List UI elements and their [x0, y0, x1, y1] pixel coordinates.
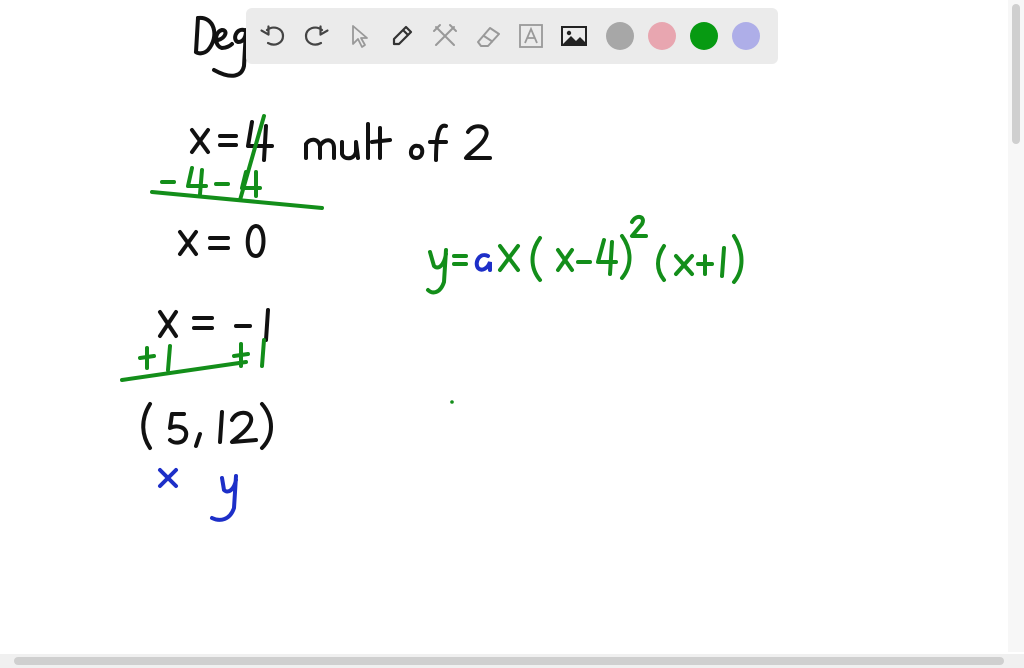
handwriting-title — [196, 18, 246, 76]
tools-icon — [431, 22, 459, 50]
horizontal-scrollbar[interactable] — [0, 654, 1024, 668]
image-icon — [560, 22, 588, 50]
color-swatch-green[interactable] — [690, 22, 718, 50]
pen-button[interactable] — [385, 16, 419, 56]
handwriting-equation-a — [477, 255, 490, 270]
pen-icon — [388, 22, 416, 50]
tools-button[interactable] — [428, 16, 462, 56]
eraser-icon — [474, 22, 502, 50]
color-swatch-lavender[interactable] — [732, 22, 760, 50]
redo-icon — [302, 22, 330, 50]
redo-button[interactable] — [299, 16, 333, 56]
stray-dot — [450, 400, 454, 404]
vertical-scrollbar[interactable] — [1008, 0, 1024, 652]
pointer-button[interactable] — [342, 16, 376, 56]
handwriting-equation — [428, 217, 742, 292]
image-button[interactable] — [557, 16, 591, 56]
text-button[interactable] — [514, 16, 548, 56]
vertical-scroll-thumb[interactable] — [1012, 4, 1020, 144]
handwriting-point-5-12 — [143, 404, 271, 448]
horizontal-scroll-thumb[interactable] — [14, 657, 1004, 665]
drawing-toolbar — [246, 8, 778, 64]
undo-button[interactable] — [256, 16, 290, 56]
color-swatch-pink[interactable] — [648, 22, 676, 50]
handwriting-x-y-labels — [160, 470, 236, 520]
handwriting-minus-4-minus-4 — [152, 116, 322, 208]
handwriting-x-equals-0 — [180, 226, 264, 256]
handwriting-plus-1-plus-1 — [122, 340, 264, 380]
color-swatch-gray[interactable] — [606, 22, 634, 50]
eraser-button[interactable] — [471, 16, 505, 56]
pointer-icon — [345, 22, 373, 50]
handwriting-mult-of-2 — [306, 124, 490, 160]
text-icon — [517, 22, 545, 50]
undo-icon — [259, 22, 287, 50]
handwriting-x-equals-minus-1 — [160, 310, 268, 340]
